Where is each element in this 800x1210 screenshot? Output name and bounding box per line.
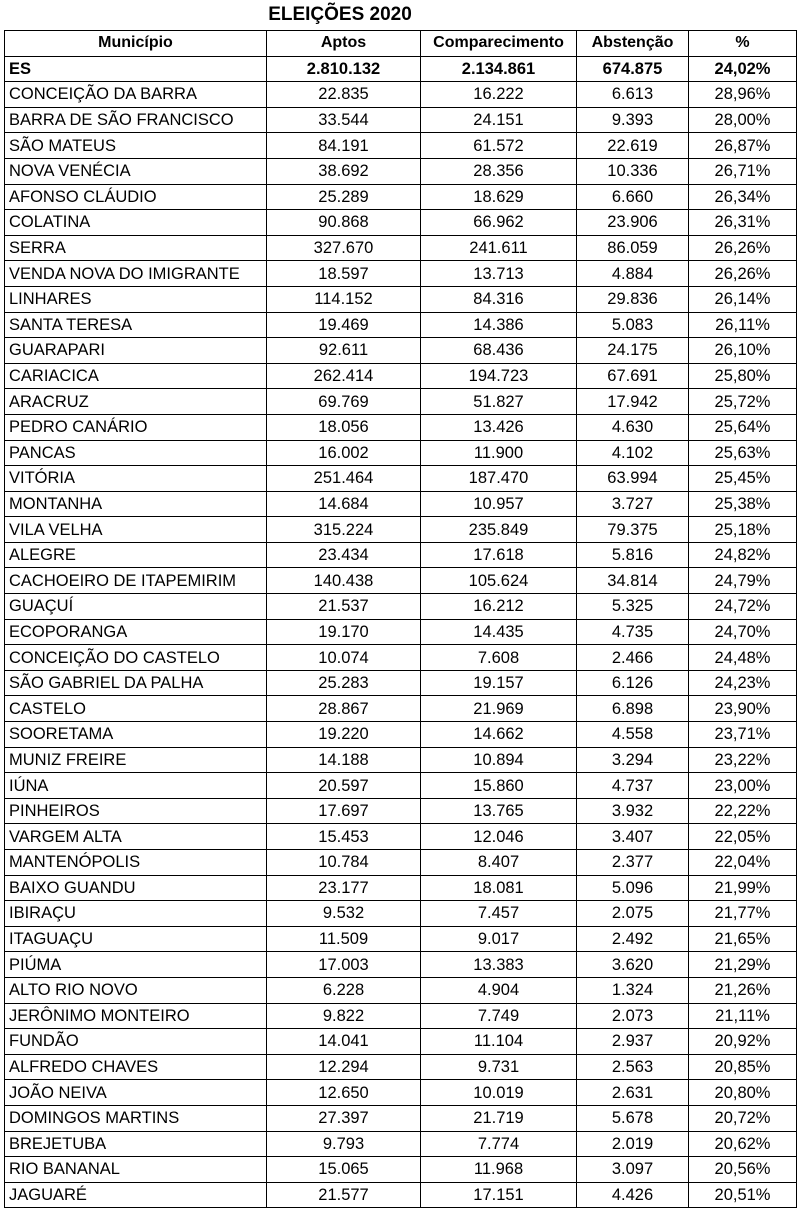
cell-municipio: MANTENÓPOLIS bbox=[5, 850, 267, 876]
cell-aptos: 92.611 bbox=[267, 338, 421, 364]
cell-percent: 26,87% bbox=[689, 133, 797, 159]
cell-comparecimento: 17.618 bbox=[421, 542, 577, 568]
cell-aptos: 25.283 bbox=[267, 670, 421, 696]
cell-comparecimento: 9.017 bbox=[421, 926, 577, 952]
cell-comparecimento: 13.713 bbox=[421, 261, 577, 287]
cell-municipio: ECOPORANGA bbox=[5, 619, 267, 645]
cell-municipio: LINHARES bbox=[5, 286, 267, 312]
cell-aptos: 28.867 bbox=[267, 696, 421, 722]
table-row bbox=[5, 926, 797, 952]
table-row bbox=[5, 1131, 797, 1157]
cell-aptos: 6.228 bbox=[267, 977, 421, 1003]
cell-aptos: 11.509 bbox=[267, 926, 421, 952]
cell-abstencao: 2.631 bbox=[577, 1080, 689, 1106]
table-row bbox=[5, 389, 797, 415]
cell-aptos: 14.188 bbox=[267, 747, 421, 773]
cell-abstencao: 2.563 bbox=[577, 1054, 689, 1080]
cell-comparecimento: 14.386 bbox=[421, 312, 577, 338]
cell-municipio: SANTA TERESA bbox=[5, 312, 267, 338]
cell-aptos: 14.684 bbox=[267, 491, 421, 517]
cell-percent: 20,92% bbox=[689, 1029, 797, 1055]
table-row bbox=[5, 312, 797, 338]
cell-comparecimento: 7.608 bbox=[421, 645, 577, 671]
cell-aptos: 15.065 bbox=[267, 1157, 421, 1183]
cell-comparecimento: 61.572 bbox=[421, 133, 577, 159]
cell-abstencao: 63.994 bbox=[577, 466, 689, 492]
cell-percent: 23,90% bbox=[689, 696, 797, 722]
header-municipio: Município bbox=[5, 31, 267, 57]
cell-comparecimento: 7.457 bbox=[421, 901, 577, 927]
cell-municipio: DOMINGOS MARTINS bbox=[5, 1105, 267, 1131]
cell-comparecimento: 51.827 bbox=[421, 389, 577, 415]
cell-abstencao: 4.426 bbox=[577, 1182, 689, 1208]
cell-municipio: JOÃO NEIVA bbox=[5, 1080, 267, 1106]
cell-percent: 25,64% bbox=[689, 414, 797, 440]
cell-abstencao: 3.294 bbox=[577, 747, 689, 773]
cell-aptos: 251.464 bbox=[267, 466, 421, 492]
cell-aptos: 18.597 bbox=[267, 261, 421, 287]
table-row bbox=[5, 466, 797, 492]
elections-table bbox=[4, 30, 797, 1208]
cell-aptos: 10.784 bbox=[267, 850, 421, 876]
cell-municipio: IÚNA bbox=[5, 773, 267, 799]
cell-comparecimento: 28.356 bbox=[421, 158, 577, 184]
cell-municipio: BAIXO GUANDU bbox=[5, 875, 267, 901]
table-row bbox=[5, 184, 797, 210]
total-comparecimento: 2.134.861 bbox=[421, 56, 577, 82]
table-row bbox=[5, 722, 797, 748]
table-row bbox=[5, 82, 797, 108]
table-row bbox=[5, 338, 797, 364]
cell-abstencao: 2.377 bbox=[577, 850, 689, 876]
cell-comparecimento: 24.151 bbox=[421, 107, 577, 133]
cell-aptos: 16.002 bbox=[267, 440, 421, 466]
cell-municipio: IBIRAÇU bbox=[5, 901, 267, 927]
cell-comparecimento: 10.019 bbox=[421, 1080, 577, 1106]
total-municipio: ES bbox=[5, 56, 267, 82]
cell-abstencao: 34.814 bbox=[577, 568, 689, 594]
cell-abstencao: 86.059 bbox=[577, 235, 689, 261]
cell-comparecimento: 11.968 bbox=[421, 1157, 577, 1183]
cell-aptos: 27.397 bbox=[267, 1105, 421, 1131]
cell-percent: 20,62% bbox=[689, 1131, 797, 1157]
cell-percent: 21,99% bbox=[689, 875, 797, 901]
cell-abstencao: 2.019 bbox=[577, 1131, 689, 1157]
cell-abstencao: 4.735 bbox=[577, 619, 689, 645]
table-row bbox=[5, 491, 797, 517]
cell-comparecimento: 13.765 bbox=[421, 798, 577, 824]
cell-abstencao: 3.620 bbox=[577, 952, 689, 978]
cell-comparecimento: 13.426 bbox=[421, 414, 577, 440]
cell-abstencao: 2.075 bbox=[577, 901, 689, 927]
header-abstencao: Abstenção bbox=[577, 31, 689, 57]
table-row bbox=[5, 568, 797, 594]
cell-aptos: 21.537 bbox=[267, 594, 421, 620]
cell-municipio: GUAÇUÍ bbox=[5, 594, 267, 620]
table-row bbox=[5, 210, 797, 236]
cell-aptos: 140.438 bbox=[267, 568, 421, 594]
cell-abstencao: 6.660 bbox=[577, 184, 689, 210]
cell-comparecimento: 194.723 bbox=[421, 363, 577, 389]
cell-percent: 26,26% bbox=[689, 235, 797, 261]
table-row bbox=[5, 261, 797, 287]
cell-abstencao: 9.393 bbox=[577, 107, 689, 133]
table-row bbox=[5, 773, 797, 799]
table-row bbox=[5, 1182, 797, 1208]
cell-municipio: CARIACICA bbox=[5, 363, 267, 389]
cell-percent: 26,26% bbox=[689, 261, 797, 287]
cell-aptos: 69.769 bbox=[267, 389, 421, 415]
cell-abstencao: 3.407 bbox=[577, 824, 689, 850]
cell-aptos: 114.152 bbox=[267, 286, 421, 312]
cell-municipio: RIO BANANAL bbox=[5, 1157, 267, 1183]
cell-aptos: 12.294 bbox=[267, 1054, 421, 1080]
table-row bbox=[5, 875, 797, 901]
cell-percent: 21,11% bbox=[689, 1003, 797, 1029]
cell-aptos: 25.289 bbox=[267, 184, 421, 210]
cell-percent: 22,22% bbox=[689, 798, 797, 824]
cell-percent: 25,38% bbox=[689, 491, 797, 517]
cell-aptos: 315.224 bbox=[267, 517, 421, 543]
header-aptos: Aptos bbox=[267, 31, 421, 57]
cell-percent: 28,00% bbox=[689, 107, 797, 133]
cell-percent: 23,22% bbox=[689, 747, 797, 773]
cell-comparecimento: 7.774 bbox=[421, 1131, 577, 1157]
table-row bbox=[5, 901, 797, 927]
cell-municipio: CONCEIÇÃO DA BARRA bbox=[5, 82, 267, 108]
cell-municipio: FUNDÃO bbox=[5, 1029, 267, 1055]
total-row bbox=[5, 56, 797, 82]
cell-comparecimento: 241.611 bbox=[421, 235, 577, 261]
total-abstencao: 674.875 bbox=[577, 56, 689, 82]
cell-percent: 26,71% bbox=[689, 158, 797, 184]
cell-comparecimento: 16.212 bbox=[421, 594, 577, 620]
cell-abstencao: 6.126 bbox=[577, 670, 689, 696]
cell-percent: 20,72% bbox=[689, 1105, 797, 1131]
cell-percent: 21,65% bbox=[689, 926, 797, 952]
cell-municipio: MUNIZ FREIRE bbox=[5, 747, 267, 773]
cell-abstencao: 5.678 bbox=[577, 1105, 689, 1131]
cell-aptos: 14.041 bbox=[267, 1029, 421, 1055]
table-row bbox=[5, 747, 797, 773]
cell-aptos: 19.220 bbox=[267, 722, 421, 748]
cell-comparecimento: 9.731 bbox=[421, 1054, 577, 1080]
cell-abstencao: 23.906 bbox=[577, 210, 689, 236]
cell-aptos: 9.793 bbox=[267, 1131, 421, 1157]
cell-aptos: 33.544 bbox=[267, 107, 421, 133]
cell-municipio: CASTELO bbox=[5, 696, 267, 722]
cell-aptos: 84.191 bbox=[267, 133, 421, 159]
cell-aptos: 22.835 bbox=[267, 82, 421, 108]
cell-comparecimento: 8.407 bbox=[421, 850, 577, 876]
cell-municipio: JERÔNIMO MONTEIRO bbox=[5, 1003, 267, 1029]
cell-aptos: 19.469 bbox=[267, 312, 421, 338]
cell-percent: 25,72% bbox=[689, 389, 797, 415]
cell-comparecimento: 66.962 bbox=[421, 210, 577, 236]
table-row bbox=[5, 696, 797, 722]
cell-comparecimento: 14.435 bbox=[421, 619, 577, 645]
cell-abstencao: 5.083 bbox=[577, 312, 689, 338]
cell-municipio: VITÓRIA bbox=[5, 466, 267, 492]
cell-comparecimento: 16.222 bbox=[421, 82, 577, 108]
cell-municipio: SÃO GABRIEL DA PALHA bbox=[5, 670, 267, 696]
cell-municipio: PIÚMA bbox=[5, 952, 267, 978]
cell-aptos: 19.170 bbox=[267, 619, 421, 645]
cell-aptos: 9.822 bbox=[267, 1003, 421, 1029]
cell-percent: 22,04% bbox=[689, 850, 797, 876]
cell-aptos: 9.532 bbox=[267, 901, 421, 927]
cell-aptos: 20.597 bbox=[267, 773, 421, 799]
cell-municipio: VARGEM ALTA bbox=[5, 824, 267, 850]
cell-comparecimento: 14.662 bbox=[421, 722, 577, 748]
cell-comparecimento: 21.969 bbox=[421, 696, 577, 722]
cell-abstencao: 5.816 bbox=[577, 542, 689, 568]
table-row bbox=[5, 594, 797, 620]
table-row bbox=[5, 133, 797, 159]
cell-percent: 26,31% bbox=[689, 210, 797, 236]
cell-municipio: NOVA VENÉCIA bbox=[5, 158, 267, 184]
cell-percent: 25,80% bbox=[689, 363, 797, 389]
header-percent: % bbox=[689, 31, 797, 57]
cell-comparecimento: 4.904 bbox=[421, 977, 577, 1003]
cell-percent: 25,18% bbox=[689, 517, 797, 543]
table-row bbox=[5, 107, 797, 133]
cell-comparecimento: 10.957 bbox=[421, 491, 577, 517]
cell-abstencao: 79.375 bbox=[577, 517, 689, 543]
cell-municipio: ARACRUZ bbox=[5, 389, 267, 415]
cell-municipio: PEDRO CANÁRIO bbox=[5, 414, 267, 440]
cell-abstencao: 2.492 bbox=[577, 926, 689, 952]
cell-abstencao: 6.898 bbox=[577, 696, 689, 722]
cell-abstencao: 29.836 bbox=[577, 286, 689, 312]
cell-comparecimento: 7.749 bbox=[421, 1003, 577, 1029]
table-row bbox=[5, 670, 797, 696]
cell-abstencao: 67.691 bbox=[577, 363, 689, 389]
header-comparecimento: Comparecimento bbox=[421, 31, 577, 57]
cell-percent: 20,51% bbox=[689, 1182, 797, 1208]
cell-percent: 24,79% bbox=[689, 568, 797, 594]
page-title: ELEIÇÕES 2020 bbox=[268, 4, 412, 25]
cell-comparecimento: 105.624 bbox=[421, 568, 577, 594]
cell-abstencao: 5.325 bbox=[577, 594, 689, 620]
cell-aptos: 90.868 bbox=[267, 210, 421, 236]
cell-abstencao: 4.102 bbox=[577, 440, 689, 466]
table-row bbox=[5, 619, 797, 645]
cell-percent: 20,85% bbox=[689, 1054, 797, 1080]
table-row bbox=[5, 286, 797, 312]
cell-abstencao: 4.630 bbox=[577, 414, 689, 440]
cell-municipio: SÃO MATEUS bbox=[5, 133, 267, 159]
table-row bbox=[5, 1054, 797, 1080]
cell-municipio: SERRA bbox=[5, 235, 267, 261]
table-row bbox=[5, 1003, 797, 1029]
cell-municipio: COLATINA bbox=[5, 210, 267, 236]
cell-municipio: VENDA NOVA DO IMIGRANTE bbox=[5, 261, 267, 287]
cell-percent: 23,00% bbox=[689, 773, 797, 799]
cell-municipio: ALFREDO CHAVES bbox=[5, 1054, 267, 1080]
cell-aptos: 262.414 bbox=[267, 363, 421, 389]
table-row bbox=[5, 542, 797, 568]
cell-municipio: BARRA DE SÃO FRANCISCO bbox=[5, 107, 267, 133]
table-row bbox=[5, 1029, 797, 1055]
cell-percent: 24,70% bbox=[689, 619, 797, 645]
cell-abstencao: 4.558 bbox=[577, 722, 689, 748]
cell-percent: 20,80% bbox=[689, 1080, 797, 1106]
table-row bbox=[5, 1105, 797, 1131]
cell-municipio: GUARAPARI bbox=[5, 338, 267, 364]
cell-municipio: MONTANHA bbox=[5, 491, 267, 517]
cell-abstencao: 24.175 bbox=[577, 338, 689, 364]
cell-abstencao: 6.613 bbox=[577, 82, 689, 108]
cell-abstencao: 2.073 bbox=[577, 1003, 689, 1029]
cell-comparecimento: 19.157 bbox=[421, 670, 577, 696]
cell-abstencao: 5.096 bbox=[577, 875, 689, 901]
cell-abstencao: 3.727 bbox=[577, 491, 689, 517]
cell-municipio: ALEGRE bbox=[5, 542, 267, 568]
cell-comparecimento: 11.104 bbox=[421, 1029, 577, 1055]
cell-aptos: 23.177 bbox=[267, 875, 421, 901]
cell-comparecimento: 187.470 bbox=[421, 466, 577, 492]
table-row bbox=[5, 1080, 797, 1106]
table-row bbox=[5, 824, 797, 850]
cell-abstencao: 4.884 bbox=[577, 261, 689, 287]
cell-percent: 21,77% bbox=[689, 901, 797, 927]
cell-percent: 26,14% bbox=[689, 286, 797, 312]
cell-abstencao: 3.097 bbox=[577, 1157, 689, 1183]
cell-percent: 21,29% bbox=[689, 952, 797, 978]
cell-comparecimento: 15.860 bbox=[421, 773, 577, 799]
cell-aptos: 17.003 bbox=[267, 952, 421, 978]
cell-aptos: 23.434 bbox=[267, 542, 421, 568]
cell-municipio: CONCEIÇÃO DO CASTELO bbox=[5, 645, 267, 671]
cell-percent: 24,48% bbox=[689, 645, 797, 671]
cell-abstencao: 2.466 bbox=[577, 645, 689, 671]
cell-aptos: 18.056 bbox=[267, 414, 421, 440]
table-row bbox=[5, 414, 797, 440]
cell-municipio: VILA VELHA bbox=[5, 517, 267, 543]
cell-percent: 22,05% bbox=[689, 824, 797, 850]
cell-municipio: CACHOEIRO DE ITAPEMIRIM bbox=[5, 568, 267, 594]
cell-municipio: ALTO RIO NOVO bbox=[5, 977, 267, 1003]
cell-municipio: PANCAS bbox=[5, 440, 267, 466]
cell-comparecimento: 17.151 bbox=[421, 1182, 577, 1208]
table-row bbox=[5, 517, 797, 543]
cell-municipio: ITAGUAÇU bbox=[5, 926, 267, 952]
cell-municipio: AFONSO CLÁUDIO bbox=[5, 184, 267, 210]
cell-percent: 24,82% bbox=[689, 542, 797, 568]
table-row bbox=[5, 952, 797, 978]
header-row bbox=[5, 31, 797, 57]
cell-comparecimento: 18.081 bbox=[421, 875, 577, 901]
table-row bbox=[5, 977, 797, 1003]
table-body bbox=[5, 56, 797, 1208]
cell-comparecimento: 11.900 bbox=[421, 440, 577, 466]
cell-percent: 24,72% bbox=[689, 594, 797, 620]
cell-municipio: SOORETAMA bbox=[5, 722, 267, 748]
cell-abstencao: 1.324 bbox=[577, 977, 689, 1003]
cell-aptos: 10.074 bbox=[267, 645, 421, 671]
table-row bbox=[5, 798, 797, 824]
cell-comparecimento: 68.436 bbox=[421, 338, 577, 364]
cell-comparecimento: 84.316 bbox=[421, 286, 577, 312]
cell-percent: 24,23% bbox=[689, 670, 797, 696]
cell-comparecimento: 10.894 bbox=[421, 747, 577, 773]
cell-abstencao: 22.619 bbox=[577, 133, 689, 159]
cell-abstencao: 10.336 bbox=[577, 158, 689, 184]
cell-aptos: 327.670 bbox=[267, 235, 421, 261]
cell-percent: 26,10% bbox=[689, 338, 797, 364]
cell-aptos: 17.697 bbox=[267, 798, 421, 824]
cell-percent: 20,56% bbox=[689, 1157, 797, 1183]
cell-percent: 26,34% bbox=[689, 184, 797, 210]
table-row bbox=[5, 850, 797, 876]
cell-percent: 23,71% bbox=[689, 722, 797, 748]
cell-municipio: PINHEIROS bbox=[5, 798, 267, 824]
cell-municipio: BREJETUBA bbox=[5, 1131, 267, 1157]
cell-comparecimento: 13.383 bbox=[421, 952, 577, 978]
cell-comparecimento: 18.629 bbox=[421, 184, 577, 210]
cell-abstencao: 17.942 bbox=[577, 389, 689, 415]
cell-municipio: JAGUARÉ bbox=[5, 1182, 267, 1208]
cell-comparecimento: 21.719 bbox=[421, 1105, 577, 1131]
cell-percent: 21,26% bbox=[689, 977, 797, 1003]
total-aptos: 2.810.132 bbox=[267, 56, 421, 82]
cell-percent: 26,11% bbox=[689, 312, 797, 338]
table-row bbox=[5, 1157, 797, 1183]
cell-percent: 28,96% bbox=[689, 82, 797, 108]
cell-abstencao: 3.932 bbox=[577, 798, 689, 824]
cell-percent: 25,45% bbox=[689, 466, 797, 492]
cell-comparecimento: 12.046 bbox=[421, 824, 577, 850]
cell-aptos: 12.650 bbox=[267, 1080, 421, 1106]
cell-percent: 25,63% bbox=[689, 440, 797, 466]
table-row bbox=[5, 440, 797, 466]
cell-abstencao: 2.937 bbox=[577, 1029, 689, 1055]
cell-comparecimento: 235.849 bbox=[421, 517, 577, 543]
cell-aptos: 21.577 bbox=[267, 1182, 421, 1208]
cell-aptos: 15.453 bbox=[267, 824, 421, 850]
table-row bbox=[5, 235, 797, 261]
table-row bbox=[5, 363, 797, 389]
total-percent: 24,02% bbox=[689, 56, 797, 82]
table-row bbox=[5, 645, 797, 671]
table-row bbox=[5, 158, 797, 184]
cell-aptos: 38.692 bbox=[267, 158, 421, 184]
cell-abstencao: 4.737 bbox=[577, 773, 689, 799]
